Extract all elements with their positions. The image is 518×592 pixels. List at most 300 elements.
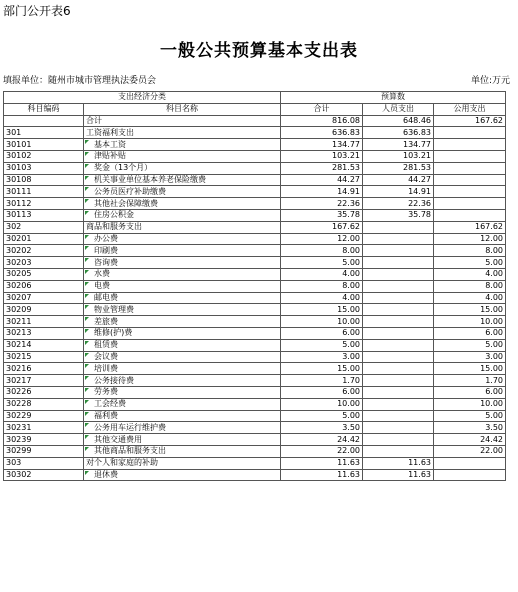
- cell-name-text: 劳务费: [94, 387, 118, 397]
- comment-marker-icon: [85, 341, 89, 345]
- cell-name-text: 津贴补贴: [94, 151, 126, 161]
- comment-marker-icon: [85, 471, 89, 475]
- cell-public-text: 15.00: [480, 304, 503, 314]
- cell-code-text: 30201: [6, 233, 32, 243]
- cell-total-text: 24.42: [337, 434, 360, 444]
- comment-marker-icon: [85, 211, 89, 215]
- cell-total: [281, 209, 363, 221]
- cell-public: [434, 127, 506, 139]
- cell-code: [4, 351, 84, 363]
- cell-total: [281, 233, 363, 245]
- cell-code-text: 30101: [6, 139, 32, 149]
- comment-marker-icon: [85, 294, 89, 298]
- cell-name-text: 对个人和家庭的补助: [86, 458, 158, 468]
- cell-code: [4, 375, 84, 387]
- cell-personnel: [363, 245, 434, 257]
- cell-total: [281, 410, 363, 422]
- cell-public-text: 12.00: [480, 233, 503, 243]
- cell-public: [434, 115, 506, 127]
- comment-marker-icon: [85, 435, 89, 439]
- column-header-name: 科目名称: [84, 103, 281, 115]
- cell-name: [84, 457, 281, 469]
- cell-public: [434, 351, 506, 363]
- cell-name: [84, 316, 281, 328]
- cell-name-text: 租赁费: [94, 340, 118, 350]
- cell-total: [281, 198, 363, 210]
- cell-total-text: 167.62: [332, 222, 360, 232]
- comment-marker-icon: [85, 412, 89, 416]
- cell-code: [4, 339, 84, 351]
- cell-public: [434, 304, 506, 316]
- cell-code-text: 30112: [6, 198, 32, 208]
- cell-name: [84, 127, 281, 139]
- cell-total: [281, 316, 363, 328]
- table-column-header: [4, 103, 506, 115]
- cell-personnel: [363, 398, 434, 410]
- cell-name: [84, 115, 281, 127]
- cell-code-text: 30229: [6, 410, 32, 420]
- cell-total: [281, 257, 363, 269]
- cell-code: [4, 139, 84, 151]
- cell-name: [84, 363, 281, 375]
- cell-personnel: [363, 375, 434, 387]
- comment-marker-icon: [85, 187, 89, 191]
- cell-total-text: 6.00: [342, 387, 360, 397]
- cell-code: [4, 386, 84, 398]
- cell-name-text: 工资福利支出: [86, 127, 134, 137]
- cell-public: [434, 209, 506, 221]
- cell-code: [4, 186, 84, 198]
- cell-name: [84, 469, 281, 481]
- cell-public: [434, 469, 506, 481]
- cell-name-text: 商品和服务支出: [86, 222, 142, 232]
- cell-total-text: 15.00: [337, 304, 360, 314]
- cell-code-text: 30213: [6, 328, 32, 338]
- cell-name: [84, 257, 281, 269]
- cell-name-text: 维修(护)费: [94, 328, 133, 338]
- cell-personnel: [363, 233, 434, 245]
- cell-name-text: 其他商品和服务支出: [94, 446, 166, 456]
- cell-personnel-text: 22.36: [408, 198, 431, 208]
- cell-code-text: 30217: [6, 375, 32, 385]
- cell-personnel: [363, 327, 434, 339]
- cell-code-text: 30202: [6, 245, 32, 255]
- cell-public-text: 1.70: [485, 375, 503, 385]
- cell-personnel: [363, 363, 434, 375]
- cell-name-text: 福利费: [94, 410, 118, 420]
- cell-public: [434, 422, 506, 434]
- column-header-total: 合计: [281, 103, 363, 115]
- cell-public-text: 6.00: [485, 328, 503, 338]
- table-row: [4, 233, 506, 245]
- cell-name-text: 会议费: [94, 351, 118, 361]
- cell-code-text: 30209: [6, 304, 32, 314]
- table-row: [4, 327, 506, 339]
- cell-code-text: 30302: [6, 469, 32, 479]
- table-row: [4, 339, 506, 351]
- cell-total-text: 4.00: [342, 269, 360, 279]
- cell-public: [434, 268, 506, 280]
- comment-marker-icon: [85, 246, 89, 250]
- table-row: [4, 115, 506, 127]
- cell-total-text: 15.00: [337, 363, 360, 373]
- cell-name: [84, 174, 281, 186]
- table-row: [4, 457, 506, 469]
- cell-total-text: 4.00: [342, 292, 360, 302]
- table-row: [4, 292, 506, 304]
- cell-total-text: 8.00: [342, 281, 360, 291]
- cell-personnel-text: 11.63: [408, 469, 431, 479]
- cell-public: [434, 139, 506, 151]
- cell-public: [434, 280, 506, 292]
- cell-public-text: 4.00: [485, 292, 503, 302]
- cell-total-text: 44.27: [337, 174, 360, 184]
- cell-code-text: 30226: [6, 387, 32, 397]
- cell-public: [434, 198, 506, 210]
- cell-code-text: 30215: [6, 351, 32, 361]
- cell-name-text: 其他交通费用: [94, 434, 142, 444]
- cell-personnel-text: 281.53: [403, 163, 431, 173]
- cell-total: [281, 351, 363, 363]
- cell-public-text: 8.00: [485, 281, 503, 291]
- table-row: [4, 351, 506, 363]
- cell-code: [4, 209, 84, 221]
- cell-code: [4, 316, 84, 328]
- cell-personnel: [363, 257, 434, 269]
- column-header-public: 公用支出: [434, 103, 506, 115]
- comment-marker-icon: [85, 364, 89, 368]
- cell-name-text: 公务接待费: [94, 375, 134, 385]
- cell-name-text: 办公费: [94, 233, 118, 243]
- table-row: [4, 221, 506, 233]
- cell-name: [84, 245, 281, 257]
- table-row: [4, 257, 506, 269]
- cell-code-text: 303: [6, 458, 22, 468]
- cell-personnel: [363, 292, 434, 304]
- cell-total-text: 281.53: [332, 163, 360, 173]
- cell-code: [4, 221, 84, 233]
- comment-marker-icon: [85, 329, 89, 333]
- cell-public: [434, 445, 506, 457]
- cell-total: [281, 221, 363, 233]
- cell-code: [4, 162, 84, 174]
- comment-marker-icon: [85, 176, 89, 180]
- cell-total-text: 8.00: [342, 245, 360, 255]
- cell-public-text: 6.00: [485, 387, 503, 397]
- cell-code: [4, 422, 84, 434]
- cell-code: [4, 445, 84, 457]
- cell-public: [434, 375, 506, 387]
- cell-code: [4, 304, 84, 316]
- comment-marker-icon: [85, 388, 89, 392]
- cell-total: [281, 115, 363, 127]
- comment-marker-icon: [85, 152, 89, 156]
- cell-code: [4, 410, 84, 422]
- cell-personnel-text: 134.77: [403, 139, 431, 149]
- cell-name: [84, 351, 281, 363]
- table-row: [4, 375, 506, 387]
- cell-personnel: [363, 280, 434, 292]
- cell-public: [434, 363, 506, 375]
- table-row: [4, 316, 506, 328]
- cell-code: [4, 363, 84, 375]
- cell-name: [84, 221, 281, 233]
- cell-total: [281, 327, 363, 339]
- cell-personnel: [363, 209, 434, 221]
- cell-public: [434, 398, 506, 410]
- cell-personnel-text: 648.46: [403, 115, 431, 125]
- cell-public-text: 24.42: [480, 434, 503, 444]
- cell-name-text: 水费: [94, 269, 110, 279]
- budget-table: [3, 91, 506, 481]
- cell-total: [281, 186, 363, 198]
- comment-marker-icon: [85, 423, 89, 427]
- cell-total: [281, 127, 363, 139]
- cell-public-text: 5.00: [485, 257, 503, 267]
- cell-code: [4, 268, 84, 280]
- cell-code: [4, 434, 84, 446]
- table-row: [4, 363, 506, 375]
- table-row: [4, 139, 506, 151]
- cell-personnel: [363, 351, 434, 363]
- table-row: [4, 304, 506, 316]
- cell-personnel: [363, 469, 434, 481]
- cell-name: [84, 280, 281, 292]
- cell-name-text: 差旅费: [94, 316, 118, 326]
- cell-personnel: [363, 410, 434, 422]
- cell-personnel: [363, 457, 434, 469]
- cell-total-text: 11.63: [337, 469, 360, 479]
- cell-total: [281, 245, 363, 257]
- group-header-budget: 预算数: [281, 92, 506, 104]
- cell-public: [434, 245, 506, 257]
- cell-personnel: [363, 139, 434, 151]
- column-header-personnel: 人员支出: [363, 103, 434, 115]
- comment-marker-icon: [85, 305, 89, 309]
- cell-personnel-text: 103.21: [403, 151, 431, 161]
- cell-name: [84, 398, 281, 410]
- cell-public: [434, 233, 506, 245]
- comment-marker-icon: [85, 199, 89, 203]
- cell-name: [84, 434, 281, 446]
- table-row: [4, 174, 506, 186]
- cell-total: [281, 292, 363, 304]
- cell-code: [4, 198, 84, 210]
- currency-unit: 单位:万元: [470, 76, 510, 86]
- comment-marker-icon: [85, 376, 89, 380]
- cell-total-text: 10.00: [337, 399, 360, 409]
- cell-total-text: 5.00: [342, 257, 360, 267]
- cell-total-text: 6.00: [342, 328, 360, 338]
- cell-code-text: 30102: [6, 151, 32, 161]
- cell-total: [281, 445, 363, 457]
- cell-code: [4, 257, 84, 269]
- cell-personnel-text: 636.83: [403, 127, 431, 137]
- cell-name-text: 公务用车运行维护费: [94, 422, 166, 432]
- cell-name-text: 培训费: [94, 363, 118, 373]
- comment-marker-icon: [85, 317, 89, 321]
- cell-personnel: [363, 127, 434, 139]
- table-row: [4, 268, 506, 280]
- cell-name-text: 机关事业单位基本养老保险缴费: [94, 174, 206, 184]
- cell-total: [281, 469, 363, 481]
- comment-marker-icon: [85, 353, 89, 357]
- cell-code-text: 30203: [6, 257, 32, 267]
- cell-public-text: 8.00: [485, 245, 503, 255]
- cell-name: [84, 410, 281, 422]
- cell-code: [4, 280, 84, 292]
- cell-name: [84, 150, 281, 162]
- cell-public-text: 10.00: [480, 399, 503, 409]
- cell-name-text: 咨询费: [94, 257, 118, 267]
- cell-personnel-text: 11.63: [408, 458, 431, 468]
- cell-total-text: 22.00: [337, 446, 360, 456]
- cell-total-text: 1.70: [342, 375, 360, 385]
- cell-name-text: 合计: [86, 115, 102, 125]
- cell-name-text: 工会经费: [94, 399, 126, 409]
- cell-total: [281, 422, 363, 434]
- cell-total: [281, 280, 363, 292]
- cell-code-text: 30207: [6, 292, 32, 302]
- cell-personnel: [363, 174, 434, 186]
- cell-name: [84, 445, 281, 457]
- cell-code-text: 30108: [6, 174, 32, 184]
- table-row: [4, 245, 506, 257]
- cell-name: [84, 139, 281, 151]
- table-row: [4, 398, 506, 410]
- cell-total: [281, 457, 363, 469]
- cell-personnel: [363, 186, 434, 198]
- cell-personnel: [363, 198, 434, 210]
- cell-code: [4, 398, 84, 410]
- cell-name: [84, 339, 281, 351]
- cell-name-text: 住房公积金: [94, 210, 134, 220]
- cell-code: [4, 115, 84, 127]
- cell-total-text: 3.50: [342, 422, 360, 432]
- cell-personnel-text: 35.78: [408, 210, 431, 220]
- cell-public: [434, 339, 506, 351]
- comment-marker-icon: [85, 235, 89, 239]
- column-header-code: 科目编码: [4, 103, 84, 115]
- page-title: 一般公共预算基本支出表: [160, 41, 358, 61]
- cell-public: [434, 257, 506, 269]
- cell-name: [84, 422, 281, 434]
- cell-name: [84, 209, 281, 221]
- cell-public: [434, 386, 506, 398]
- cell-total: [281, 339, 363, 351]
- cell-total-text: 10.00: [337, 316, 360, 326]
- cell-personnel: [363, 422, 434, 434]
- cell-name: [84, 268, 281, 280]
- cell-total-text: 134.77: [332, 139, 360, 149]
- comment-marker-icon: [85, 140, 89, 144]
- cell-code-text: 30113: [6, 210, 32, 220]
- comment-marker-icon: [85, 258, 89, 262]
- cell-personnel-text: 44.27: [408, 174, 431, 184]
- cell-public: [434, 292, 506, 304]
- cell-public-text: 4.00: [485, 269, 503, 279]
- cell-code-text: 30228: [6, 399, 32, 409]
- cell-personnel: [363, 386, 434, 398]
- comment-marker-icon: [85, 447, 89, 451]
- cell-code: [4, 327, 84, 339]
- cell-total-text: 22.36: [337, 198, 360, 208]
- cell-name-text: 其他社会保障缴费: [94, 198, 158, 208]
- table-row: [4, 422, 506, 434]
- cell-public: [434, 316, 506, 328]
- table-row: [4, 198, 506, 210]
- cell-name-text: 电费: [94, 281, 110, 291]
- cell-name-text: 印刷费: [94, 245, 118, 255]
- cell-name: [84, 198, 281, 210]
- cell-code: [4, 245, 84, 257]
- cell-public-text: 10.00: [480, 316, 503, 326]
- cell-public: [434, 162, 506, 174]
- cell-name: [84, 233, 281, 245]
- table-row: [4, 445, 506, 457]
- cell-total-text: 636.83: [332, 127, 360, 137]
- table-row: [4, 162, 506, 174]
- comment-marker-icon: [85, 270, 89, 274]
- cell-personnel: [363, 150, 434, 162]
- cell-personnel: [363, 162, 434, 174]
- cell-code-text: 301: [6, 127, 22, 137]
- cell-public: [434, 174, 506, 186]
- cell-name-text: 邮电费: [94, 292, 118, 302]
- cell-personnel: [363, 221, 434, 233]
- cell-total: [281, 375, 363, 387]
- cell-personnel: [363, 339, 434, 351]
- cell-name: [84, 327, 281, 339]
- cell-name-text: 奖金（13个月）: [94, 163, 153, 173]
- cell-total-text: 35.78: [337, 210, 360, 220]
- cell-code-text: 30216: [6, 363, 32, 373]
- cell-name: [84, 386, 281, 398]
- table-row: [4, 469, 506, 481]
- table-row: [4, 127, 506, 139]
- cell-personnel: [363, 316, 434, 328]
- cell-code: [4, 469, 84, 481]
- cell-personnel: [363, 304, 434, 316]
- cell-public: [434, 186, 506, 198]
- cell-name: [84, 186, 281, 198]
- cell-code-text: 30299: [6, 446, 32, 456]
- cell-name: [84, 375, 281, 387]
- cell-public-text: 5.00: [485, 340, 503, 350]
- cell-public-text: 3.00: [485, 351, 503, 361]
- cell-code-text: 30111: [6, 186, 32, 196]
- cell-name: [84, 304, 281, 316]
- cell-total-text: 14.91: [337, 186, 360, 196]
- cell-total-text: 12.00: [337, 233, 360, 243]
- cell-public: [434, 150, 506, 162]
- cell-name-text: 基本工资: [94, 139, 126, 149]
- comment-marker-icon: [85, 400, 89, 404]
- cell-total-text: 3.00: [342, 351, 360, 361]
- cell-public-text: 167.62: [475, 222, 503, 232]
- cell-name: [84, 292, 281, 304]
- comment-marker-icon: [85, 164, 89, 168]
- cell-public: [434, 327, 506, 339]
- table-row: [4, 434, 506, 446]
- cell-code: [4, 174, 84, 186]
- cell-public: [434, 457, 506, 469]
- table-group-header: [4, 92, 506, 104]
- cell-code-text: 30231: [6, 422, 32, 432]
- table-body: [4, 115, 506, 481]
- cell-total: [281, 139, 363, 151]
- comment-marker-icon: [85, 282, 89, 286]
